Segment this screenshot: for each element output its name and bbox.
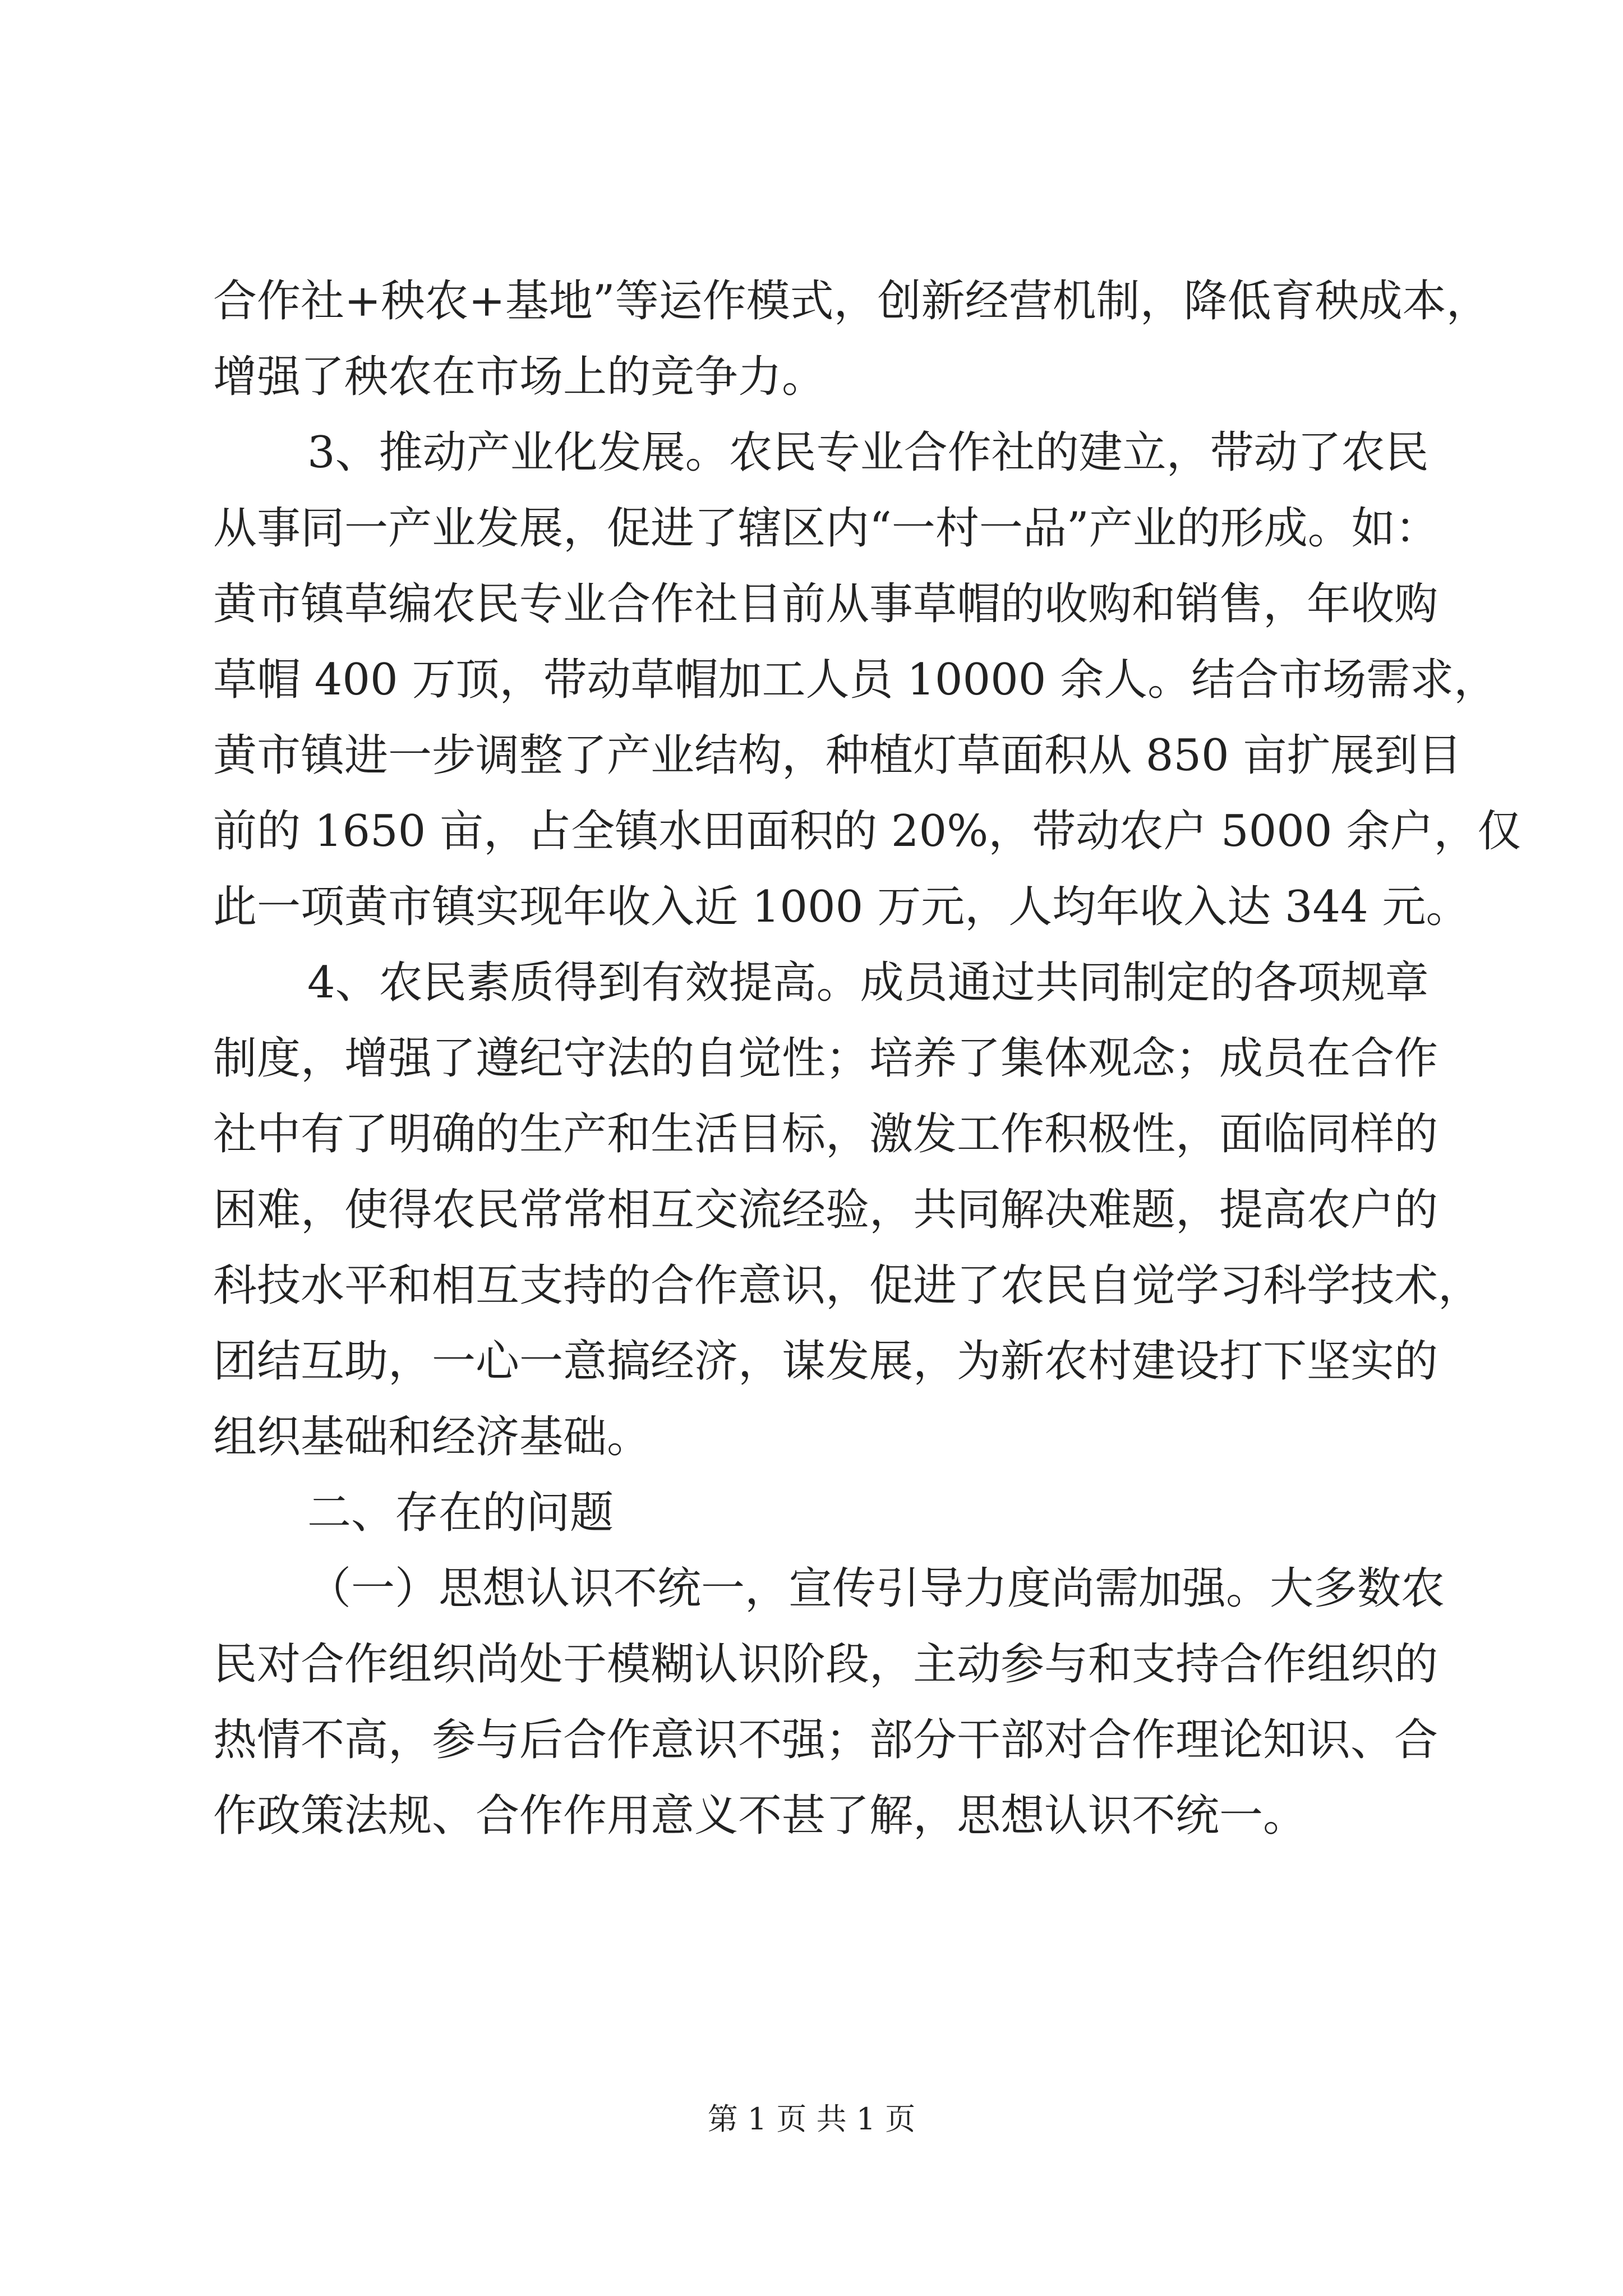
text-line: 黄市镇草编农民专业合作社目前从事草帽的收购和销售，年收购 [213, 579, 1438, 629]
section-heading [213, 1475, 1419, 1551]
text-line: 3、推动产业化发展。农民专业合作社的建立，带动了农民 [307, 427, 1429, 478]
text-line: 从事同一产业发展，促进了辖区内“一村一品”产业的形成。如： [213, 503, 1439, 554]
text-line: 增强了秧农在市场上的竞争力。 [213, 352, 826, 402]
text-line: 热情不高，参与后合作意识不强；部分干部对合作理论知识、合 [213, 1715, 1438, 1765]
text-line: 制度，增强了遵纪守法的自觉性；培养了集体观念；成员在合作 [213, 1033, 1438, 1084]
page-number-label: 第 1 页 共 1 页 [707, 2101, 916, 2137]
paragraph-continuation [213, 264, 1490, 415]
paragraph-item-4 [213, 945, 1482, 1475]
text-line: 前的 1650 亩，占全镇水田面积的 20%，带动农户 5000 余户，仅 [213, 806, 1521, 857]
text-line: 作政策法规、合作作用意义不甚了解，思想认识不统一。 [213, 1791, 1307, 1841]
text-line: 组织基础和经济基础。 [213, 1412, 651, 1462]
text-line: 草帽 400 万顶，带动草帽加工人员 10000 余人。结合市场需求， [213, 655, 1498, 705]
text-line: 黄市镇进一步调整了产业结构，种植灯草面积从 850 亩扩展到目 [213, 730, 1462, 781]
text-line: 民对合作组织尚处于模糊认识阶段，主动参与和支持合作组织的 [213, 1639, 1438, 1690]
section-heading-text: 二、存在的问题 [307, 1488, 614, 1538]
text-line: 困难，使得农民常常相互交流经验，共同解决难题，提高农户的 [213, 1185, 1438, 1235]
text-line: 团结互助，一心一意搞经济，谋发展，为新农村建设打下坚实的 [213, 1336, 1438, 1387]
paragraph-problem-1 [213, 1551, 1445, 1854]
text-line: 此一项黄市镇实现年收入近 1000 万元，人均年收入达 344 元。 [213, 882, 1470, 932]
page-footer [0, 2095, 1623, 2138]
text-line: 4、农民素质得到有效提高。成员通过共同制定的各项规章 [307, 958, 1429, 1008]
text-line: 社中有了明确的生产和生活目标，激发工作积极性，面临同样的 [213, 1109, 1438, 1159]
text-line: 科技水平和相互支持的合作意识，促进了农民自觉学习科学技术， [213, 1260, 1482, 1311]
text-line: （一）思想认识不统一，宣传引导力度尚需加强。大多数农 [307, 1563, 1445, 1614]
text-line: 合作社+秧农+基地”等运作模式，创新经营机制，降低育秧成本， [213, 276, 1490, 326]
paragraph-item-3 [213, 415, 1521, 945]
document-body [213, 264, 1521, 1854]
